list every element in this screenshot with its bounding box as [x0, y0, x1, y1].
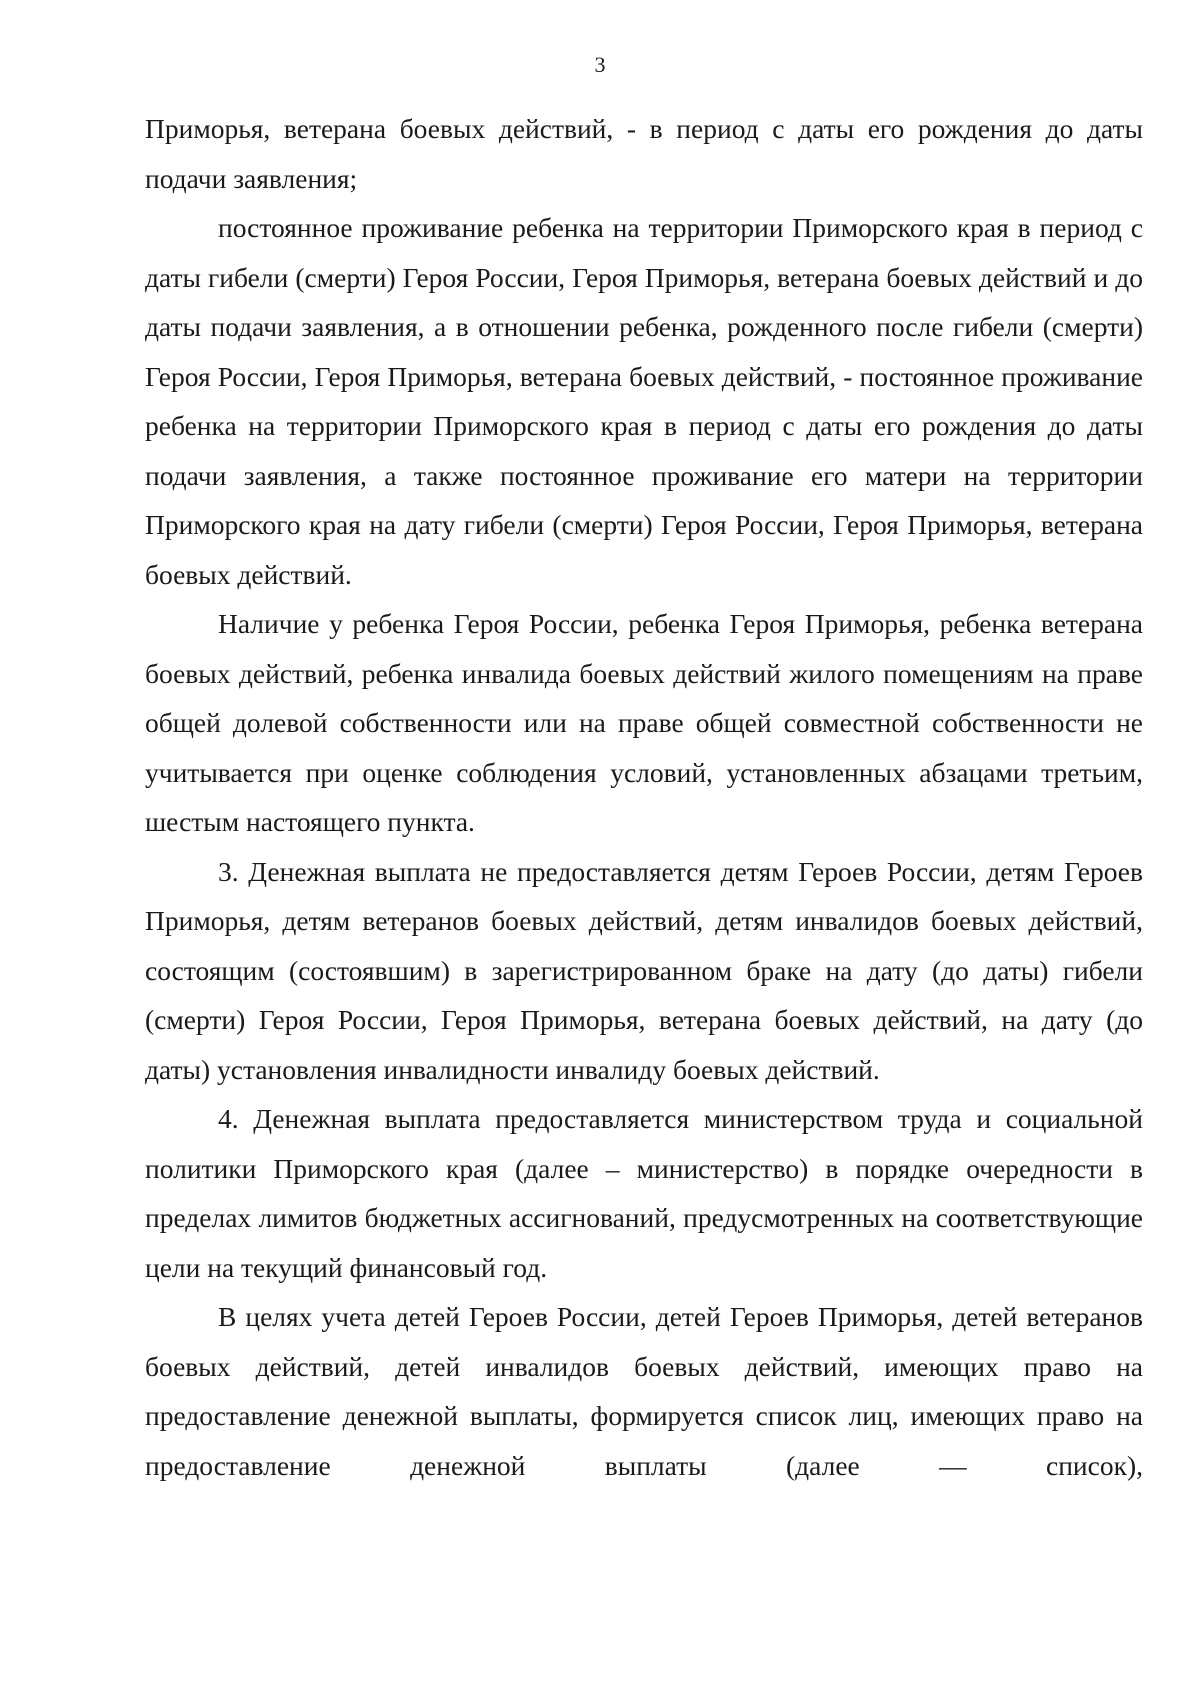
- paragraph-shared-property: Наличие у ребенка Героя России, ребенка Героя Приморья, ребенка ветерана боевых действий, ребенка инвалида боевых действий жилого помещениям на праве общей долевой собственности или на праве общей совместной собственности не учитывается при оценке соблюдения условий, установленных абзацами третьим, шестым настоящего пункта.: [145, 608, 1143, 837]
- paragraph-residence-condition: постоянное проживание ребенка на территории Приморского края в период с даты гибели (смерти) Героя России, Героя Приморья, ветерана боевых действий и до даты подачи заявления, а в отношении ребенка, рожденного после гибели (смерти) Героя России, Героя Приморья, ветерана боевых действий, - постоянное проживание ребенка на территории Приморского края в период с даты его рождения до даты подачи заявления, а также постоянное проживание его матери на территории Приморского края на дату гибели (смерти) Героя России, Героя Приморья, ветерана боевых действий.: [145, 212, 1143, 590]
- paragraph-item-3: 3. Денежная выплата не предоставляется детям Героев России, детям Героев Приморья, детям ветеранов боевых действий, детям инвалидов боевых действий, состоящим (состоявшим) в зарегистрированном браке на дату (до даты) гибели (смерти) Героя России, Героя Приморья, ветерана боевых действий, на дату (до даты) установления инвалидности инвалиду боевых действий.: [145, 855, 1143, 1085]
- paragraph-item-4: 4. Денежная выплата предоставляется министерством труда и социальной политики Приморского края (далее – министерство) в порядке очередности в пределах лимитов бюджетных ассигнований, предусмотренных на соответствующие цели на текущий финансовый год.: [145, 1103, 1143, 1283]
- document-body: [145, 104, 1143, 1490]
- page-number: 3: [594, 52, 606, 77]
- paragraph-list-formation: В целях учета детей Героев России, детей Героев Приморья, детей ветеранов боевых действий, детей инвалидов боевых действий, имеющих право на предоставление денежной выплаты, формируется список лиц, имеющих право на предоставление денежной выплаты (далее — список),: [145, 1301, 1143, 1481]
- paragraph-continuation: Приморья, ветерана боевых действий, - в период с даты его рождения до даты подачи заявления;: [145, 113, 1143, 194]
